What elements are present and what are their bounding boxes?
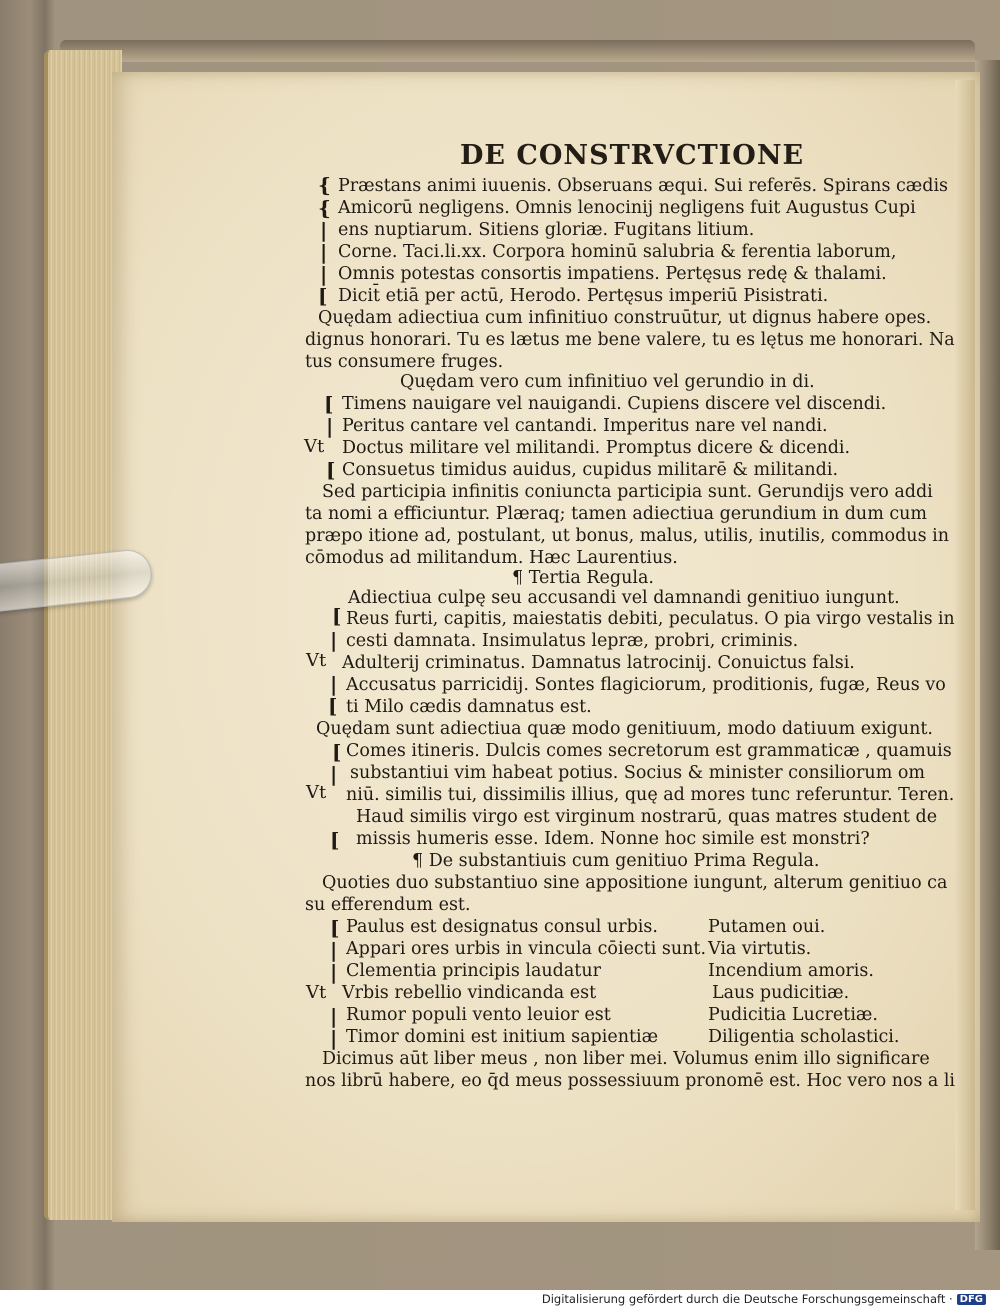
bracket-mark: [ [330, 828, 340, 852]
text-line: Quoties duo substantiuo sine appositione iungunt, alterum genitiuo ca [322, 873, 948, 893]
right-column-item: Incendium amoris. [708, 961, 874, 981]
text-line: Paulus est designatus consul urbis. [346, 917, 658, 937]
text-line: Consuetus timidus auidus, cupidus militarē & militandi. [342, 460, 839, 480]
bracket-mark: [ [328, 694, 338, 718]
text-line: ens nuptiarum. Sitiens gloriæ. Fugitans litium. [338, 220, 755, 240]
text-line: su efferendum est. [305, 895, 471, 915]
text-line: Vrbis rebellio vindicanda est [342, 983, 597, 1003]
text-line: Omnis potestas consortis impatiens. Pertęsus redę & thalami. [338, 264, 887, 284]
dfg-logo: DFG [957, 1294, 986, 1305]
bracket-mark: | [330, 938, 338, 962]
text-line: nos librū habere, eo q̄d meus possessiuum pronomē est. Hoc vero nos a li [305, 1071, 955, 1091]
text-line: præpo itione ad, postulant, ut bonus, malus, utilis, inutilis, commodus in [305, 526, 949, 546]
text-line: tus consumere fruges. [305, 352, 504, 372]
text-line: Doctus militare vel militandi. Promptus dicere & dicendi. [342, 438, 851, 458]
text-line: Dicit̄ etiā per actū, Herodo. Pertęsus imperiū Pisistrati. [338, 286, 829, 306]
text-line: Peritus cantare vel cantandi. Imperitus nare vel nandi. [342, 416, 828, 436]
running-header: DE CONSTRVCTIONE [460, 140, 805, 171]
text-line: Quędam vero cum infinitiuo vel gerundio in di. [400, 372, 815, 392]
text-line: Haud similis virgo est virginum nostrarū, quas matres student de [356, 807, 938, 827]
book-top-edge [60, 40, 975, 62]
right-column-item: Via virtutis. [708, 939, 812, 959]
bracket-mark: | [330, 762, 338, 786]
right-column-item: Pudicitia Lucretiæ. [708, 1005, 878, 1025]
digitization-footer [542, 1292, 986, 1306]
text-line: Quędam adiectiua cum infinitiuo construūtur, ut dignus habere opes. [318, 308, 932, 328]
bracket-mark: | [330, 672, 338, 696]
bracket-mark: { [318, 196, 331, 220]
text-line: cesti damnata. Insimulatus lepræ, probri, criminis. [346, 631, 799, 651]
right-column-item: Putamen oui. [708, 917, 826, 937]
text-line: dignus honorari. Tu es lætus me bene valere, tu es lętus me honorari. Na [305, 330, 955, 350]
text-line: missis humeris esse. Idem. Nonne hoc simile est monstri? [356, 829, 870, 849]
text-line: Comes itineris. Dulcis comes secretorum est grammaticæ , quamuis [346, 741, 952, 761]
section-heading: ¶ De substantiuis cum genitiuo Prima Regula. [412, 851, 820, 871]
footer-text: Digitalisierung gefördert durch die Deutsche Forschungsgemeinschaft · [541, 1292, 953, 1306]
text-line: Quędam sunt adiectiua quæ modo genitiuum, modo datiuum exigunt. [316, 719, 933, 739]
bracket-mark: | [320, 262, 328, 286]
bracket-mark: | [320, 240, 328, 264]
text-line: Timens nauigare vel nauigandi. Cupiens discere vel discendi. [342, 394, 887, 414]
section-heading: ¶ Tertia Regula. [512, 568, 654, 588]
text-line: Dicimus aūt liber meus , non liber mei. Volumus enim illo significare [322, 1049, 930, 1069]
text-line: Timor domini est initium sapientiæ [346, 1027, 659, 1047]
bracket-mark: | [330, 628, 338, 652]
text-line: Accusatus parricidij. Sontes flagiciorum, proditionis, fugæ, Reus vo [346, 675, 946, 695]
text-line: Corne. Taci.li.xx. Corpora hominū salubria & ferentia laborum, [338, 242, 897, 262]
text-line: Reus furti, capitis, maiestatis debiti, peculatus. O pia virgo vestalis in [346, 609, 955, 629]
bracket-mark: | [330, 1004, 338, 1028]
bracket-mark: | [330, 960, 338, 984]
page-right-edge [955, 80, 975, 1210]
bracket-mark: { [318, 173, 331, 197]
text-line: substantiui vim habeat potius. Socius & minister consiliorum om [350, 763, 925, 783]
bracket-mark: | [320, 218, 328, 242]
bracket-mark: | [326, 414, 334, 438]
text-line: Præstans animi iuuenis. Obseruans æqui. Sui referēs. Spirans cædis [338, 176, 949, 196]
text-line: niū. similis tui, dissimilis illius, quę ad mores tunc referuntur. Teren. [346, 785, 955, 805]
bracket-mark: [ [332, 740, 342, 764]
text-line: Adiectiua culpę seu accusandi vel damnandi genitiuo iungunt. [348, 588, 900, 608]
right-column-item: Laus pudicitiæ. [712, 983, 850, 1003]
vt-label: Vt [306, 650, 327, 671]
text-line: ti Milo cædis damnatus est. [346, 697, 592, 717]
vt-label: Vt [306, 782, 327, 803]
page-block-edge [44, 50, 122, 1220]
text-line: Amicorū negligens. Omnis lenocinij negligens fuit Augustus Cupi [338, 198, 916, 218]
bracket-mark: [ [324, 392, 334, 416]
bracket-mark: [ [326, 458, 336, 482]
text-line: cōmodus ad militandum. Hæc Laurentius. [305, 548, 678, 568]
bracket-mark: [ [318, 284, 328, 308]
text-line: Rumor populi vento leuior est [346, 1005, 611, 1025]
text-line: Clementia principis laudatur [346, 961, 601, 981]
text-line: ta nomi a efficiuntur. Plæraq; tamen adiectiua gerundium in dum cum [305, 504, 928, 524]
vt-label: Vt [304, 436, 325, 457]
vt-label: Vt [306, 982, 327, 1003]
bracket-mark: | [330, 1026, 338, 1050]
text-line: Appari ores urbis in vincula cōiecti sunt. [346, 939, 707, 959]
right-column-item: Diligentia scholastici. [708, 1027, 900, 1047]
bracket-mark: [ [332, 604, 342, 628]
text-line: Adulterij criminatus. Damnatus latrocinij. Conuictus falsi. [342, 653, 855, 673]
bracket-mark: [ [330, 916, 340, 940]
text-line: Sed participia infinitis coniuncta participia sunt. Gerundijs vero addi [322, 482, 933, 502]
